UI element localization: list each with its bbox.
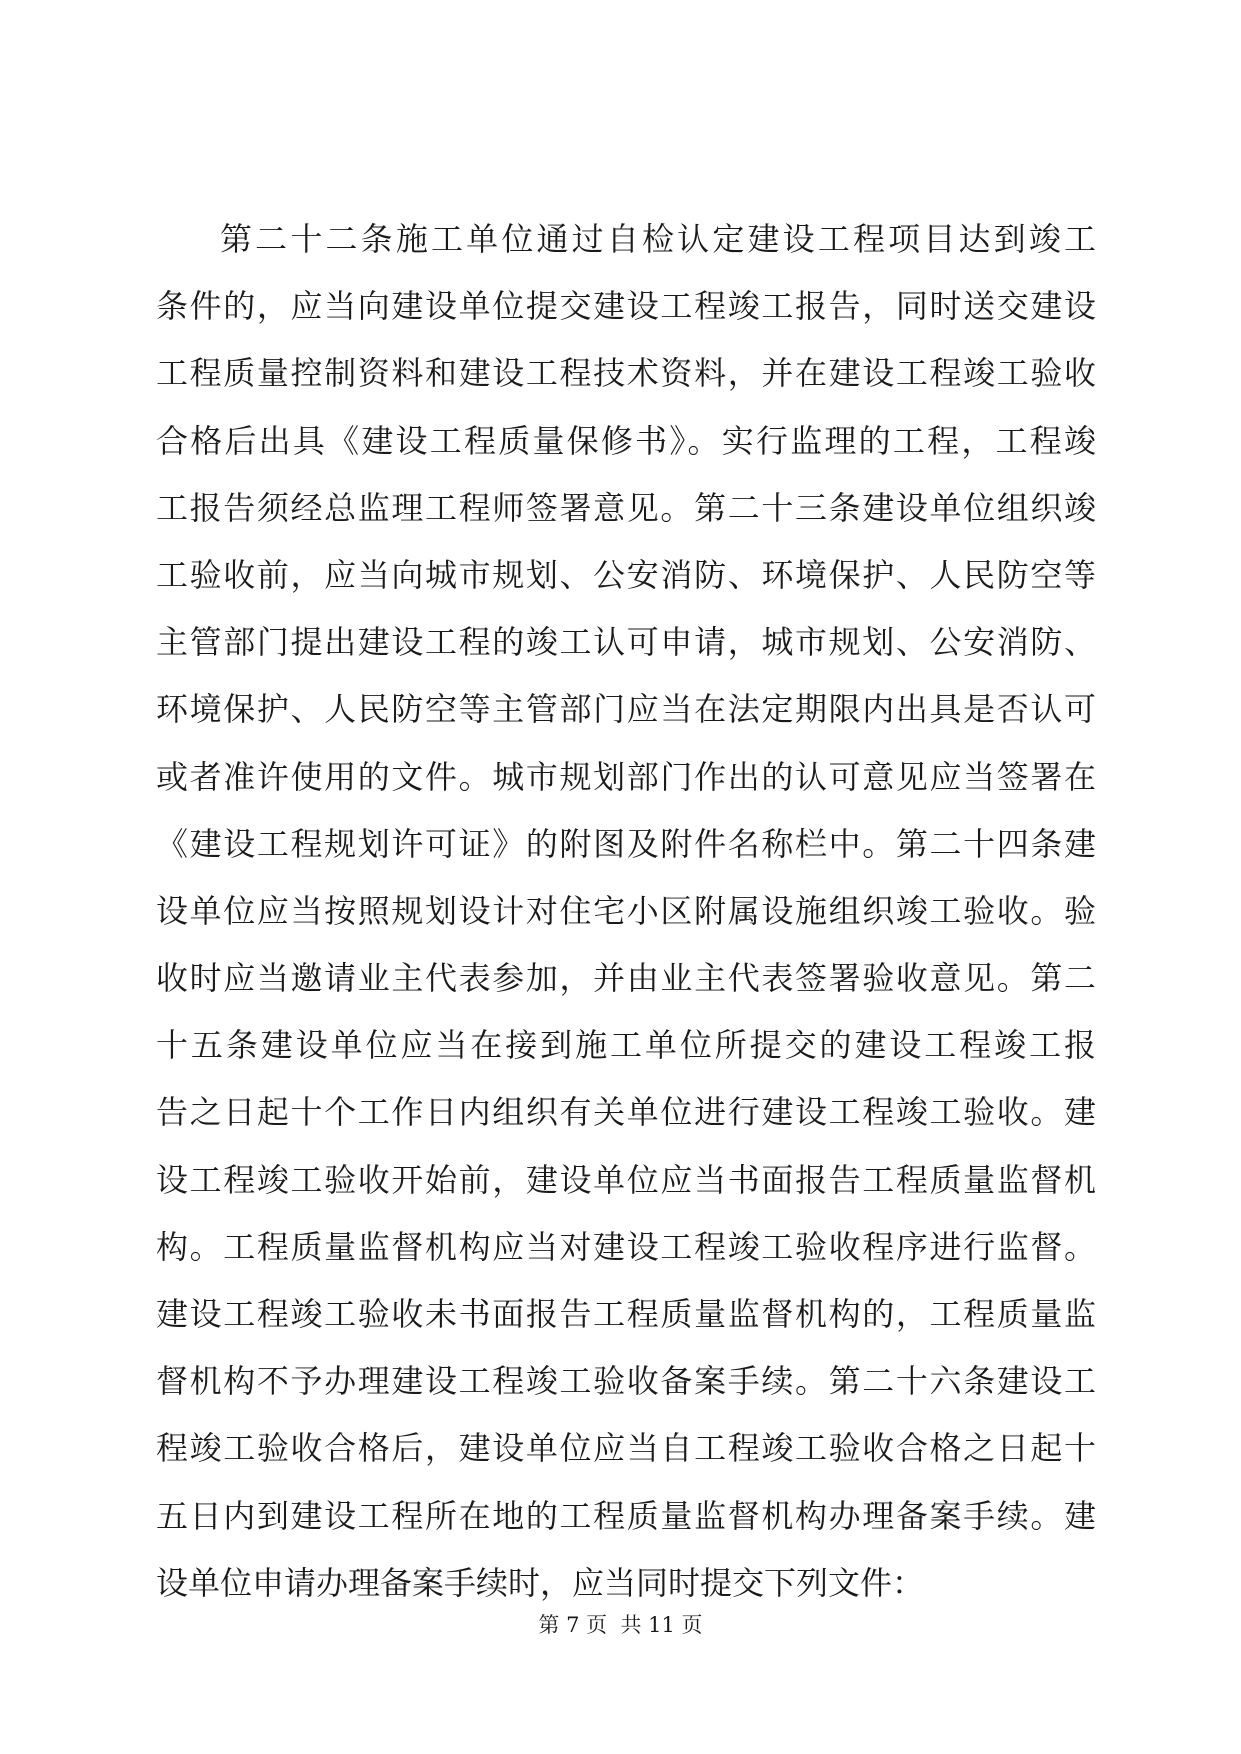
text-line: 告之日起十个工作日内组织有关单位进行建设工程竣工验收。建 bbox=[156, 1093, 1096, 1132]
text-line: 环境保护、人民防空等主管部门应当在法定期限内出具是否认可 bbox=[156, 690, 1096, 729]
text-line: 督机构不予办理建设工程竣工验收备案手续。第二十六条建设工 bbox=[156, 1362, 1096, 1401]
text-line: 五日内到建设工程所在地的工程质量监督机构办理备案手续。建 bbox=[156, 1496, 1096, 1535]
text-line: 建设工程竣工验收未书面报告工程质量监督机构的，工程质量监 bbox=[156, 1295, 1096, 1333]
text-line: 条件的，应当向建设单位提交建设工程竣工报告，同时送交建设 bbox=[156, 287, 1096, 326]
text-line: 构。工程质量监督机构应当对建设工程竣工验收程序进行监督。 bbox=[156, 1227, 1096, 1266]
text-line: 收时应当邀请业主代表参加，并由业主代表签署验收意见。第二 bbox=[156, 959, 1096, 998]
text-line: 程竣工验收合格后，建设单位应当自工程竣工验收合格之日起十 bbox=[156, 1429, 1096, 1468]
text-line: 第二十二条施工单位通过自检认定建设工程项目达到竣工 bbox=[220, 220, 1096, 258]
text-line: 《建设工程规划许可证》的附图及附件名称栏中。第二十四条建 bbox=[156, 824, 1096, 863]
text-line: 设单位申请办理备案手续时，应当同时提交下列文件： bbox=[156, 1563, 925, 1602]
text-line: 合格后出具《建设工程质量保修书》。实行监理的工程，工程竣 bbox=[156, 421, 1096, 460]
text-line: 工验收前，应当向城市规划、公安消防、环境保护、人民防空等 bbox=[156, 555, 1096, 594]
text-line: 设工程竣工验收开始前，建设单位应当书面报告工程质量监督机 bbox=[156, 1160, 1096, 1199]
text-line: 设单位应当按照规划设计对住宅小区附属设施组织竣工验收。验 bbox=[156, 891, 1096, 930]
text-line: 工程质量控制资料和建设工程技术资料，并在建设工程竣工验收 bbox=[156, 354, 1096, 393]
text-line: 主管部门提出建设工程的竣工认可申请，城市规划、公安消防、 bbox=[156, 623, 1096, 662]
body-paragraph bbox=[156, 211, 1096, 1622]
page-number-label: 第 7 页 共 11 页 bbox=[538, 1613, 703, 1637]
text-line: 工报告须经总监理工程师签署意见。第二十三条建设单位组织竣 bbox=[156, 488, 1096, 527]
text-line: 或者准许使用的文件。城市规划部门作出的认可意见应当签署在 bbox=[156, 757, 1096, 796]
text-line: 十五条建设单位应当在接到施工单位所提交的建设工程竣工报 bbox=[156, 1026, 1096, 1065]
page-footer bbox=[0, 1611, 1241, 1639]
